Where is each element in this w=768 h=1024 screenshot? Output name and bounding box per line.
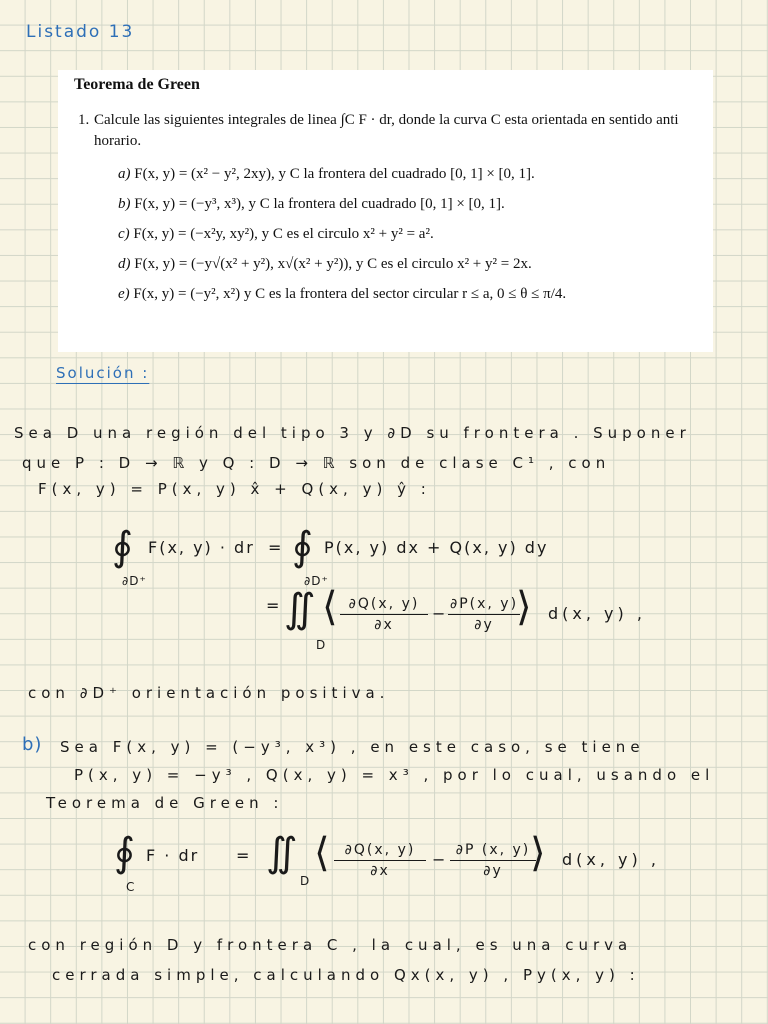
region-subscript: D xyxy=(300,874,311,888)
exercise-item-b: b) F(x, y) = (−y³, x³), y C la frontera del cuadrado [0, 1] × [0, 1]. xyxy=(118,196,505,212)
contour-integral-symbol: ∮ xyxy=(292,524,313,570)
part-b-label: b) xyxy=(22,734,43,755)
double-integral-symbol: ∬ xyxy=(284,586,316,632)
partial-q-fraction: $\frac{\partial Q(x, y)}{\partial x}$ xyxy=(340,596,428,633)
solution-intro-line-3: F(x, y) = P(x, y) x̂ + Q(x, y) ŷ : xyxy=(38,480,431,498)
question-number: 1. xyxy=(78,112,90,128)
part-b-line-1: Sea F(x, y) = (−y³, x³) , en este caso, se tiene xyxy=(60,738,645,756)
orientation-note: con ∂D⁺ orientación positiva. xyxy=(28,684,390,702)
minus-sign: − xyxy=(432,850,448,869)
question-1 xyxy=(78,110,694,152)
partial-q-fraction: $\frac{\partial Q(x, y)}{\partial x}$ xyxy=(334,842,426,879)
region-subscript: D xyxy=(316,638,327,652)
contour-integral-symbol: ∮ xyxy=(114,830,135,876)
line-integrand: F · dr xyxy=(146,846,200,865)
area-element: d(x, y) , xyxy=(562,850,660,869)
problem-card xyxy=(58,70,713,352)
part-b-line-3: Teorema de Green : xyxy=(46,794,284,812)
exercise-item-e: e) F(x, y) = (−y², x²) y C es la frontera del sector circular r ≤ a, 0 ≤ θ ≤ π/4. xyxy=(118,286,567,302)
area-element: d(x, y) , xyxy=(548,604,646,623)
solution-intro-line-1: Sea D una región del tipo 3 y ∂D su frontera . Suponer xyxy=(14,424,691,442)
double-integral-symbol: ∬ xyxy=(266,830,298,876)
left-angle-bracket: ⟨ xyxy=(314,830,330,876)
question-text: Calcule las siguientes integrales de linea ∫C F · dr, donde la curva C esta orientada en sentido anti horario. xyxy=(94,112,679,149)
exercise-item-c: c) F(x, y) = (−x²y, xy²), y C es el circulo x² + y² = a². xyxy=(118,226,434,242)
part-b-line-5: cerrada simple, calculando Qx(x, y) , Py(x, y) : xyxy=(52,966,640,984)
solution-intro-line-2: que P : D → ℝ y Q : D → ℝ son de clase C¹ , con xyxy=(22,454,611,472)
part-b-line-4: con región D y frontera C , la cual, es una curva xyxy=(28,936,633,954)
equals-sign: = xyxy=(236,846,252,865)
equals-sign: = xyxy=(268,538,284,557)
contour-integral-symbol: ∮ xyxy=(112,524,133,570)
minus-sign: − xyxy=(432,604,448,623)
exercise-item-a: a) F(x, y) = (x² − y², 2xy), y C la frontera del cuadrado [0, 1] × [0, 1]. xyxy=(118,166,535,182)
boundary-subscript: ∂D⁺ xyxy=(304,574,329,588)
page-title: Listado 13 xyxy=(26,22,135,42)
right-angle-bracket: ⟩ xyxy=(516,584,532,630)
theorem-title: Teorema de Green xyxy=(74,76,200,93)
right-angle-bracket: ⟩ xyxy=(530,830,546,876)
left-angle-bracket: ⟨ xyxy=(322,584,338,630)
equals-sign: = xyxy=(266,596,282,615)
partial-p-fraction: $\frac{\partial P(x, y)}{\partial y}$ xyxy=(449,596,519,633)
exercise-item-d: d) F(x, y) = (−y√(x² + y²), x√(x² + y²)), y C es el circulo x² + y² = 2x. xyxy=(118,256,532,272)
exercise-list xyxy=(118,164,678,314)
solution-heading: Solución : xyxy=(56,364,150,382)
line-integrand: F(x, y) · dr xyxy=(148,538,255,557)
boundary-subscript: ∂D⁺ xyxy=(122,574,147,588)
curve-subscript: C xyxy=(126,880,136,894)
partial-p-fraction: $\frac{\partial P (x, y)}{\partial y}$ xyxy=(450,842,536,879)
differential-form: P(x, y) dx + Q(x, y) dy xyxy=(324,538,549,557)
part-b-line-2: P(x, y) = −y³ , Q(x, y) = x³ , por lo cual, usando el xyxy=(74,766,715,784)
